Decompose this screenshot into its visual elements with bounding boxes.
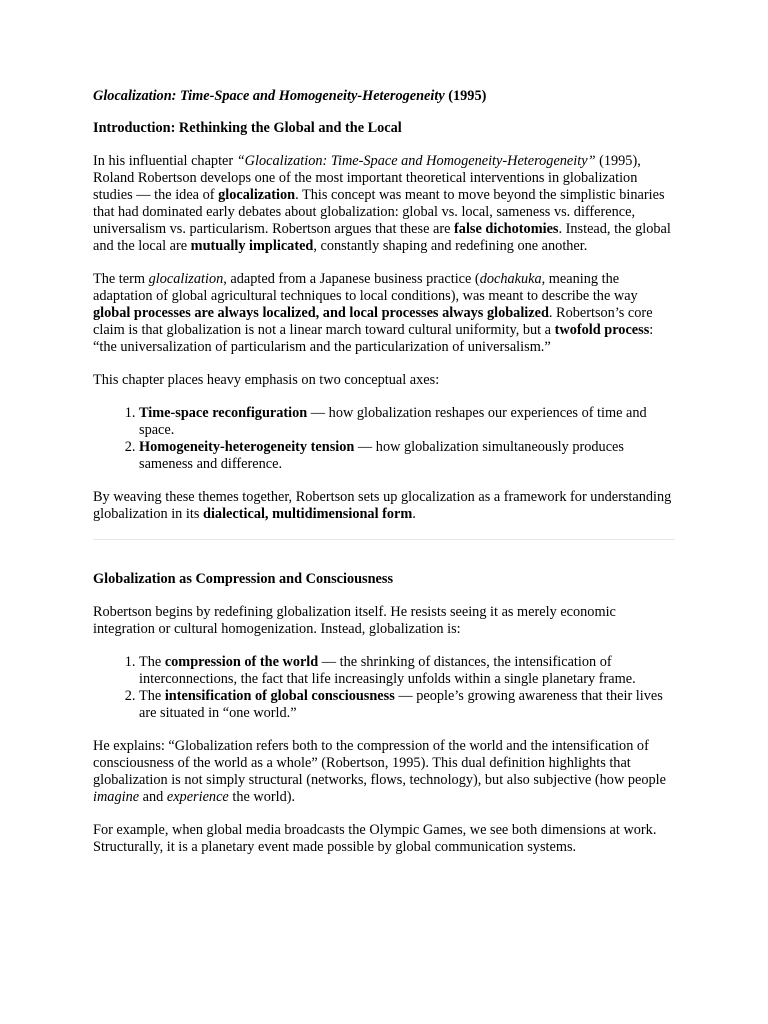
title-italic: Glocalization: Time-Space and Homogeneity-Heterogeneity: [93, 88, 445, 104]
text-run: , adapted from a Japanese business practice (: [223, 271, 480, 287]
bold-run: global processes are always localized, and local processes always globalized: [93, 305, 549, 321]
list-item: [139, 439, 675, 473]
text-run: The: [139, 688, 165, 704]
text-run: In his influential chapter: [93, 153, 237, 169]
italic-run: experience: [166, 789, 229, 805]
axes-list: [93, 405, 675, 473]
text-run: : “the universalization of particularism and the particularization of universalism.”: [93, 322, 654, 355]
text-run: The term: [93, 271, 149, 287]
list-item: [139, 654, 675, 688]
text-run: The: [139, 654, 165, 670]
paragraph-compression-2: [93, 738, 675, 806]
paragraph-intro-4: [93, 489, 675, 523]
text-run: .: [412, 506, 416, 522]
italic-run: glocalization: [148, 271, 224, 287]
text-run: — how globalization simultaneously produces sameness and difference.: [139, 439, 624, 472]
bold-run: compression of the world: [164, 654, 319, 670]
bold-run: intensification of global consciousness: [164, 688, 395, 704]
italic-run: “Glocalization: Time-Space and Homogeneity-Heterogeneity”: [236, 153, 596, 169]
list-item: [139, 688, 675, 722]
bold-run: dialectical, multidimensional form: [203, 506, 413, 522]
text-run: By weaving these themes together, Robertson sets up glocalization as a framework for understanding globalization in its: [93, 489, 672, 522]
paragraph-compression-1: Robertson begins by redefining globalization itself. He resists seeing it as merely economic integration or cultural homogenization. Instead, globalization is:: [93, 604, 616, 637]
list-item: [139, 405, 675, 439]
document-title: [93, 88, 675, 105]
text-run: , constantly shaping and redefining one another.: [313, 238, 588, 254]
paragraph-intro-3: This chapter places heavy emphasis on two conceptual axes:: [93, 372, 440, 388]
paragraph-intro-1: [93, 153, 675, 255]
text-run: — people’s growing awareness that their lives are situated in “one world.”: [139, 688, 663, 721]
text-run: He explains: “Globalization refers both to the compression of the world and the intensification of consciousness of the world as a whole” (Robertson, 1995). This dual definition highlights that globalization is not simply structural (networks, flows, technology), but also subjective (how people: [93, 738, 666, 788]
italic-run: imagine: [93, 789, 140, 805]
text-run: the world).: [228, 789, 296, 805]
bold-run: Time-space reconfiguration: [139, 405, 308, 421]
italic-run: dochakuka: [479, 271, 542, 287]
section-heading-compression: Globalization as Compression and Consciousness: [93, 571, 394, 587]
text-run: . Instead, the global and the local are: [93, 221, 671, 254]
section-divider: [93, 539, 675, 540]
paragraph-compression-3: For example, when global media broadcasts the Olympic Games, we see both dimensions at work. Structurally, it is a planetary event made possible by global communication systems.: [93, 822, 657, 855]
bold-run: mutually implicated: [190, 238, 314, 254]
bold-run: glocalization: [218, 187, 296, 203]
bold-run: false dichotomies: [454, 221, 559, 237]
text-run: , meaning the adaptation of global agricultural techniques to local conditions), was meant to describe the way: [93, 271, 638, 304]
text-run: and: [139, 789, 167, 805]
section-heading-introduction: Introduction: Rethinking the Global and the Local: [93, 120, 402, 136]
bold-run: twofold process: [554, 322, 650, 338]
text-run: . This concept was meant to move beyond the simplistic binaries that had dominated early debates about globalization: global vs. local, sameness vs. difference, universalism vs. particularism. Robertson argues that these are: [93, 187, 665, 237]
title-year: (1995): [444, 88, 487, 104]
bold-run: Homogeneity-heterogeneity tension: [139, 439, 355, 455]
definition-list: [93, 654, 675, 722]
text-run: — how globalization reshapes our experiences of time and space.: [139, 405, 647, 438]
text-run: — the shrinking of distances, the intensification of interconnections, the fact that life increasingly unfolds within a single planetary frame.: [139, 654, 636, 687]
text-run: (1995), Roland Robertson develops one of the most important theoretical interventions in globalization studies — the idea of: [93, 153, 641, 203]
text-run: . Robertson’s core claim is that globalization is not a linear march toward cultural uniformity, but a: [93, 305, 653, 338]
paragraph-intro-2: [93, 271, 675, 356]
